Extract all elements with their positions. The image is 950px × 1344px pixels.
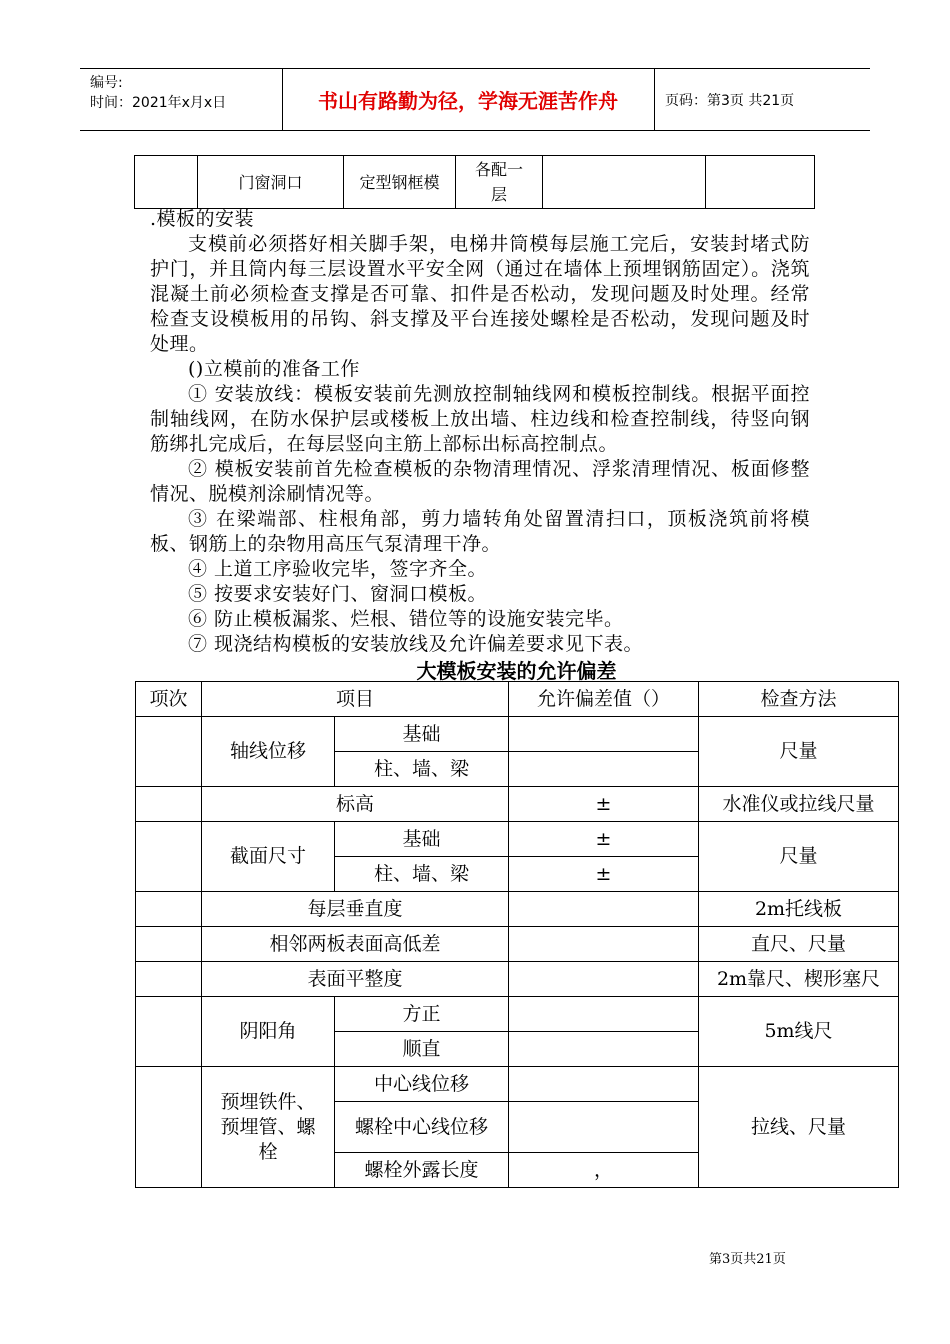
page-label: 页码：第3页 共21页 — [665, 92, 795, 109]
header-meta — [90, 73, 226, 113]
list-item: ⑦ 现浇结构模板的安装放线及允许偏差要求见下表。 — [188, 633, 644, 655]
table-cell — [509, 1102, 699, 1153]
table-cell — [136, 1067, 202, 1188]
table-cell — [509, 1067, 699, 1102]
table-row — [136, 822, 899, 857]
table-cell — [509, 927, 699, 962]
table-cell — [136, 962, 202, 997]
table-cell: 阴阳角 — [202, 997, 335, 1067]
header-divider — [654, 69, 655, 130]
table-cell — [509, 1032, 699, 1067]
table-cell: 各配一层 — [456, 156, 543, 209]
table-cell: 表面平整度 — [202, 962, 509, 997]
table-cell — [509, 752, 699, 787]
header-motto: 书山有路勤为径，学海无涯苦作舟 — [318, 89, 618, 113]
table-row — [136, 962, 899, 997]
list-item: ⑤ 按要求安装好门、窗洞口模板。 — [188, 583, 488, 605]
table-cell — [136, 997, 202, 1067]
top-partial-table — [134, 155, 815, 209]
table-cell — [135, 156, 198, 209]
table-cell — [543, 156, 706, 209]
table-header-row — [136, 682, 899, 717]
table-cell: 螺栓中心线位移 — [335, 1102, 509, 1153]
table-cell: 基础 — [335, 717, 509, 752]
table-cell: 拉线、尺量 — [699, 1067, 899, 1188]
table-cell: 轴线位移 — [202, 717, 335, 787]
table-cell: 尺量 — [699, 822, 899, 892]
table-cell — [136, 822, 202, 892]
table-cell — [706, 156, 815, 209]
table-cell — [136, 787, 202, 822]
number-label: 编号: — [90, 75, 123, 91]
list-item: ④ 上道工序验收完毕，签字齐全。 — [188, 558, 488, 580]
header-cell: 项目 — [202, 682, 509, 717]
section-title: .模板的安装 — [150, 208, 255, 230]
table-cell: 直尺、尺量 — [699, 927, 899, 962]
table-cell: 2m托线板 — [699, 892, 899, 927]
table-cell: 水准仪或拉线尺量 — [699, 787, 899, 822]
table-cell — [509, 717, 699, 752]
table-cell: ± — [509, 857, 699, 892]
table-cell: 相邻两板表面高低差 — [202, 927, 509, 962]
time-label: 时间：2021年x月x日 — [90, 95, 227, 111]
table-cell: 门窗洞口 — [198, 156, 344, 209]
table-row — [136, 892, 899, 927]
table-cell — [136, 927, 202, 962]
tolerance-table — [135, 681, 899, 1188]
table-cell — [509, 892, 699, 927]
table-title: 大模板安装的允许偏差 — [416, 659, 617, 683]
table-cell: 尺量 — [699, 717, 899, 787]
page-header — [80, 68, 870, 131]
header-cell: 检查方法 — [699, 682, 899, 717]
table-cell — [509, 962, 699, 997]
table-row — [136, 927, 899, 962]
table-cell: 柱、墙、梁 — [335, 857, 509, 892]
table-row — [135, 156, 815, 209]
table-cell: ± — [509, 787, 699, 822]
table-cell: ± — [509, 822, 699, 857]
header-cell: 项次 — [136, 682, 202, 717]
table-row — [136, 997, 899, 1032]
body-text — [150, 207, 810, 657]
table-row — [136, 1067, 899, 1102]
table-cell: ， — [509, 1153, 699, 1188]
page-footer: 第3页共21页 — [709, 1252, 786, 1267]
table-cell: 顺直 — [335, 1032, 509, 1067]
header-cell: 允许偏差值（） — [509, 682, 699, 717]
table-cell: 方正 — [335, 997, 509, 1032]
table-cell: 基础 — [335, 822, 509, 857]
list-item: ⑥ 防止模板漏浆、烂根、错位等的设施安装完毕。 — [188, 608, 624, 630]
table-cell: 预埋铁件、预埋管、螺栓 — [202, 1067, 335, 1188]
table-cell — [136, 717, 202, 787]
table-row — [136, 787, 899, 822]
list-item: ① 安装放线：模板安装前先测放控制轴线网和模板控制线。根据平面控制轴线网，在防水保护层或楼板上放出墙、柱边线和检查控制线，待竖向钢筋绑扎完成后，在每层竖向主筋上部标出标高控制点。 — [150, 383, 810, 455]
table-cell — [136, 892, 202, 927]
table-cell: 标高 — [202, 787, 509, 822]
table-row — [136, 717, 899, 752]
table-cell: 5m线尺 — [699, 997, 899, 1067]
table-cell: 截面尺寸 — [202, 822, 335, 892]
sub-title: ()立模前的准备工作 — [188, 358, 360, 380]
table-cell: 中心线位移 — [335, 1067, 509, 1102]
table-cell: 每层垂直度 — [202, 892, 509, 927]
table-cell: 定型钢框模 — [344, 156, 456, 209]
paragraph: 支模前必须搭好相关脚手架，电梯井筒模每层施工完后，安装封堵式防护门，并且筒内每三层设置水平安全网（通过在墙体上预埋钢筋固定）。浇筑混凝土前必须检查支撑是否可靠、扣件是否松动，发现问题及时处理。经常检查支设模板用的吊钩、斜支撑及平台连接处螺栓是否松动，发现问题及时处理。 — [150, 233, 810, 355]
list-item: ③ 在梁端部、柱根角部，剪力墙转角处留置清扫口，顶板浇筑前将模板、钢筋上的杂物用高压气泵清理干净。 — [150, 508, 810, 555]
table-cell: 螺栓外露长度 — [335, 1153, 509, 1188]
list-item: ② 模板安装前首先检查模板的杂物清理情况、浮浆清理情况、板面修整情况、脱模剂涂刷情况等。 — [150, 458, 810, 505]
table-cell: 柱、墙、梁 — [335, 752, 509, 787]
table-cell: 2m靠尺、楔形塞尺 — [699, 962, 899, 997]
table-cell — [509, 997, 699, 1032]
